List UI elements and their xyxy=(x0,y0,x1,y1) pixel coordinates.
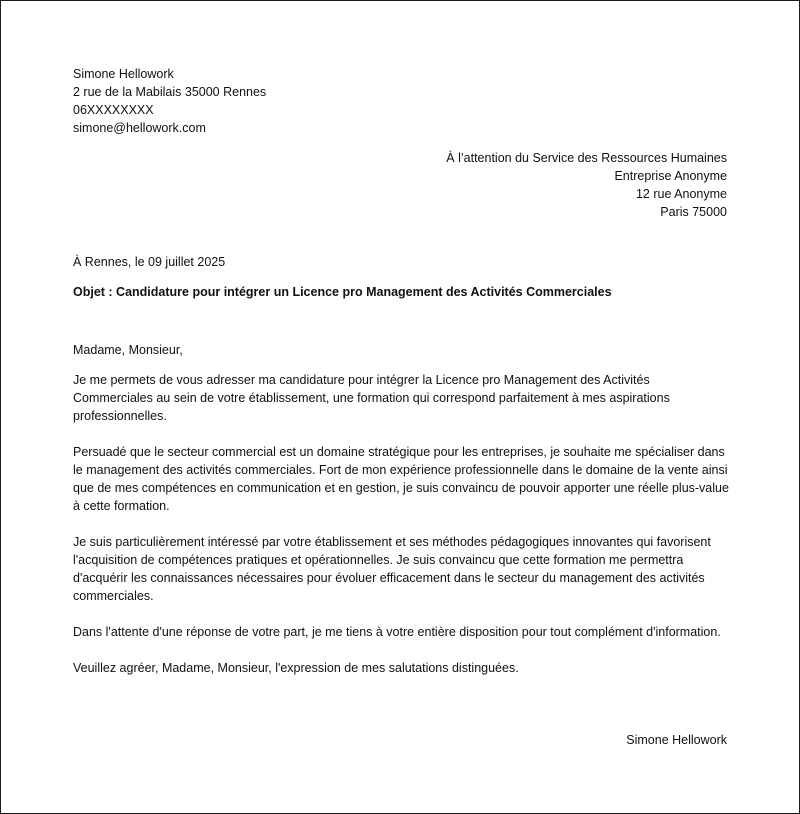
sender-phone: 06XXXXXXXX xyxy=(73,103,154,117)
sender-block xyxy=(73,65,266,137)
sender-email: simone@hellowork.com xyxy=(73,121,206,135)
recipient-attention: À l’attention du Service des Ressources Humaines xyxy=(446,151,727,165)
recipient-company: Entreprise Anonyme xyxy=(614,169,727,183)
body-paragraph-institution: Je suis particulièrement intéressé par votre établissement et ses méthodes pédagogiques innovantes qui favorisent l'acquisition de compétences pratiques et opérationnelles. Je suis convaincu que cette formation me permettra d'acquérir les connaissances nécessaires pour évoluer efficacement dans le secteur du management des activités commerciales. xyxy=(73,535,711,603)
body-paragraph-availability: Dans l'attente d'une réponse de votre part, je me tiens à votre entière disposition pour tout complément d'information. xyxy=(73,625,721,639)
sender-name: Simone Hellowork xyxy=(73,67,174,81)
letter-body xyxy=(73,371,729,695)
body-paragraph-intro: Je me permets de vous adresser ma candidature pour intégrer la Licence pro Management des Activités Commerciales au sein de votre établissement, une formation qui correspond parfaitement à mes aspirations professionnelles. xyxy=(73,373,670,423)
letter-signature: Simone Hellowork xyxy=(626,733,727,747)
letter-date: À Rennes, le 09 juillet 2025 xyxy=(73,255,226,269)
sender-address: 2 rue de la Mabilais 35000 Rennes xyxy=(73,85,267,99)
recipient-city: Paris 75000 xyxy=(660,205,727,219)
body-paragraph-closing: Veuillez agréer, Madame, Monsieur, l'expression de mes salutations distinguées. xyxy=(73,661,519,675)
body-paragraph-motivation: Persuadé que le secteur commercial est un domaine stratégique pour les entreprises, je souhaite me spécialiser dans le management des activités commerciales. Fort de mon expérience professionnelle dans le domaine de la vente ainsi que de mes compétences en communication et en gestion, je suis convaincu de pouvoir apporter une réelle plus-value à cette formation. xyxy=(73,445,729,513)
recipient-street: 12 rue Anonyme xyxy=(635,187,727,201)
letter-subject: Objet : Candidature pour intégrer un Licence pro Management des Activités Commerciales xyxy=(73,285,612,299)
letter-salutation: Madame, Monsieur, xyxy=(73,343,183,357)
recipient-block xyxy=(446,149,727,221)
